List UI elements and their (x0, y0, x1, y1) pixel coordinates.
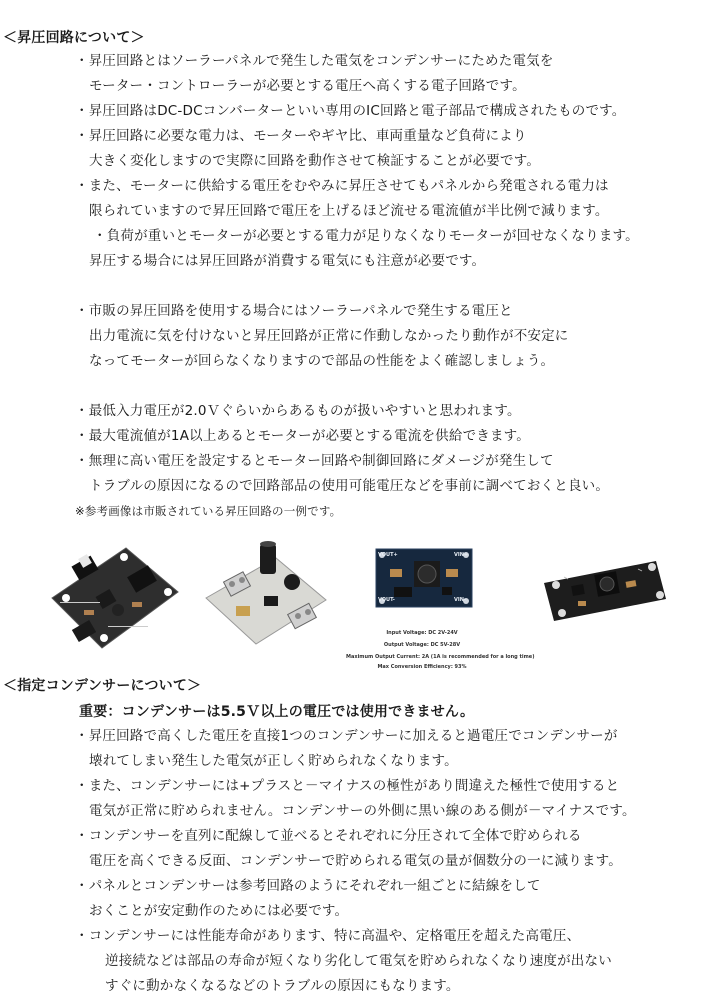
boost-module-photo-1 (44, 540, 182, 652)
body-line: おくことが安定動作のためには必要です。 (89, 903, 349, 919)
pcb-label-vin-minus: VIN- (454, 597, 466, 603)
body-line: ・昇圧回路とはソーラーパネルで発生した電気をコンデンサーにためた電気を (75, 53, 554, 69)
body-line: ・コンデンサーを直列に配線して並べるとそれぞれに分圧されて全体で貯められる (75, 828, 582, 844)
body-line: 昇圧する場合には昇圧回路が消費する電気にも注意が必要です。 (89, 253, 486, 269)
module-spec-input-voltage: Input Voltage: DC 2V-24V (386, 630, 458, 636)
body-line: トラブルの原因になるので回路部品の使用可能電圧などを事前に調べておくと良い。 (89, 478, 610, 494)
body-line: 電気が正常に貯められません。コンデンサーの外側に黒い線のある側が－マイナスです。 (89, 803, 636, 819)
body-line: ・最低入力電圧が2.0Ｖぐらいからあるものが扱いやすいと思われます。 (75, 403, 521, 419)
body-line: 大きく変化しますので実際に回路を動作させて検証することが必要です。 (89, 153, 541, 169)
body-line: ・無理に高い電圧を設定するとモーター回路や制御回路にダメージが発生して (75, 453, 554, 469)
module-spec-max-current: Maximum Output Current: 2A (1A is recommended for a long time) (346, 654, 535, 660)
body-line: ・市販の昇圧回路を使用する場合にはソーラーパネルで発生する電圧と (75, 303, 513, 319)
body-line: ・コンデンサーには性能寿命があります、特に高温や、定格電圧を超えた高電圧、 (75, 928, 581, 944)
reference-note: ※参考画像は市販されている昇圧回路の一例です。 (75, 504, 342, 518)
body-line: 壊れてしまい発生した電気が正しく貯められなくなります。 (89, 753, 458, 769)
pcb-label-vout-minus: VOUT- (378, 597, 395, 603)
boost-module-photo-3 (346, 545, 535, 673)
boost-module-3-board (346, 545, 498, 613)
body-line: ・また、モーターに供給する電圧をむやみに昇圧させてもパネルから発電される電力は (75, 178, 609, 194)
module-spec-output-voltage: Output Voltage: DC 5V-28V (383, 642, 461, 648)
body-line: 限られていますので昇圧回路で電圧を上げるほど流せる電流値が半比例で減ります。 (89, 203, 609, 219)
body-line: ・昇圧回路で高くした電圧を直接1つのコンデンサーに加えると過電圧でコンデンサーが (75, 728, 618, 744)
body-line: 逆接続などは部品の寿命が短くなり劣化して電気を貯められなくなり速度が出ない (105, 953, 612, 969)
body-line: ・昇圧回路に必要な電力は、モーターやギヤ比、車両重量など負荷により (75, 128, 527, 144)
body-line: ・負荷が重いとモーターが必要とする電力が足りなくなりモーターが回せなくなります。 (93, 228, 639, 244)
body-line: ・最大電流値が1A以上あるとモーターが必要とする電流を供給できます。 (75, 428, 531, 444)
body-line: すぐに動かなくなるなどのトラブルの原因にもなります。 (105, 978, 460, 994)
section-heading-capacitor: ＜指定コンデンサーについて＞ (3, 678, 202, 694)
body-line: ・パネルとコンデンサーは参考回路のようにそれぞれ一組ごとに結線をして (75, 878, 541, 894)
body-line: 出力電流に気を付けないと昇圧回路が正常に作動しなかったり動作が不安定に (89, 328, 569, 344)
pcb-label-vout-plus: VOUT+ (378, 552, 398, 558)
pcb-label-vin-plus: VIN+ (454, 552, 469, 558)
body-line: ・昇圧回路はDC-DCコンバーターといい専用のIC回路と電子部品で構成されたものです。 (75, 103, 626, 119)
body-line: ・また、コンデンサーには+プラスと－マイナスの極性があり間違えた極性で使用すると (75, 778, 620, 794)
body-line: なってモーターが回らなくなりますので部品の性能をよく確認しましょう。 (89, 353, 555, 369)
module-spec-efficiency: Max Conversion Efficiency: 93% (377, 664, 467, 670)
section-heading-boost-circuit: ＜昇圧回路について＞ (3, 30, 145, 46)
boost-module-photo-4 (538, 555, 670, 625)
important-notice: 重要：コンデンサーは5.5Ｖ以上の電圧では使用できません。 (79, 704, 475, 720)
body-line: 電圧を高くできる反面、コンデンサーで貯められる電気の量が個数分の一に減ります。 (89, 853, 622, 869)
body-line: モーター・コントローラーが必要とする電圧へ高くする電子回路です。 (89, 78, 526, 94)
boost-module-photo-2 (202, 540, 330, 652)
